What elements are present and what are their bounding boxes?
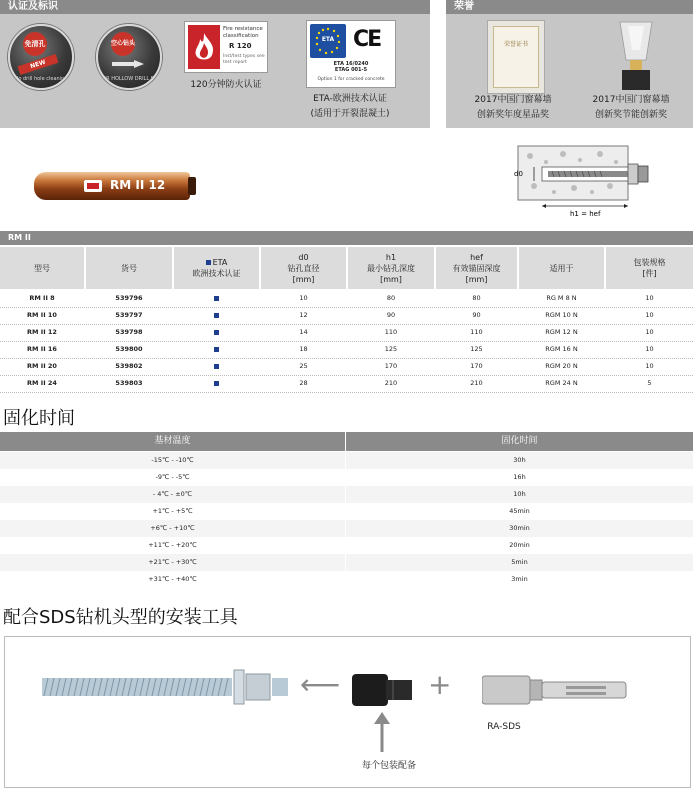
arrow-left-icon: ⟵ <box>300 668 341 701</box>
badge-stamp: 空心钻头 <box>111 32 135 56</box>
rm-header-text: 型号 <box>34 263 50 273</box>
fire-line-1: Fire resistance <box>223 26 263 32</box>
diagram-d0-label: d0 <box>514 170 523 178</box>
badge-ring-text: FOR HOLLOW DRILL BIT <box>99 76 159 82</box>
honor-1-line-1: 2017中国门窗幕墙 <box>474 95 552 105</box>
rm-cell-h1: 80 <box>386 294 396 302</box>
rm-header-text: 最小钻孔深度 <box>367 263 415 273</box>
rm-cell-for: RGM 10 N <box>545 311 578 319</box>
fischer-logo-icon <box>84 180 102 192</box>
table-row <box>0 469 693 486</box>
honor-2-line-2: 创新奖节能创新奖 <box>594 110 667 120</box>
ce-mark-icon: CE <box>353 27 381 52</box>
rm-cell-hef: 80 <box>472 294 481 302</box>
table-row <box>0 503 693 520</box>
trophy-icon <box>616 20 656 92</box>
eta-card <box>306 20 396 88</box>
curing-temp-cell: +31℃ - +40℃ <box>148 575 197 583</box>
rm-header-text: 钻孔直径 <box>287 263 320 273</box>
rm-cell-d0: 25 <box>299 362 308 370</box>
rm-header-cell <box>519 247 604 289</box>
curing-header-time: 固化时间 <box>501 436 538 446</box>
rm-header-cell <box>0 247 84 289</box>
rm-header-text: [件] <box>642 269 657 278</box>
rm-cell-pack: 10 <box>645 362 654 370</box>
rm-cell-eta <box>174 375 259 392</box>
tools-title: 配合SDS钻机头型的安装工具 <box>3 607 238 628</box>
curing-temp-cell: -9℃ - -5℃ <box>155 473 190 481</box>
rm-cell-type: RM II 10 <box>27 311 57 319</box>
rm-cell-for: RGM 16 N <box>545 345 578 353</box>
curing-header-temp: 基材温度 <box>154 436 191 446</box>
rm-header-text: 有效锚固深度 <box>452 263 501 273</box>
curing-temp-cell: -15℃ - -10℃ <box>151 456 194 464</box>
adapter-caption: RA-SDS <box>487 722 521 732</box>
rm-cell-hef: 170 <box>470 362 483 370</box>
curing-time-cell: 20min <box>509 541 530 549</box>
socket-wrench-image <box>352 670 414 710</box>
eta-option: Option 1 for cracked concrete <box>317 77 385 82</box>
rm-cell-eta <box>174 307 259 324</box>
rm-header-cell <box>606 247 693 289</box>
rm-cell-for: RG M 8 N <box>546 294 577 302</box>
eu-flag-icon <box>310 24 346 58</box>
table-row <box>0 341 693 358</box>
rm-header-text: [mm] <box>380 274 402 284</box>
certificate-icon: 荣誉证书 <box>487 20 545 94</box>
rm-cell-pack: 10 <box>645 311 654 319</box>
curing-temp-cell: +21℃ - +30℃ <box>148 558 197 566</box>
rm-cell-code: 539796 <box>115 294 143 302</box>
rm-header-text: [mm] <box>292 274 315 284</box>
rm-cell-hef: 90 <box>472 311 481 319</box>
rm-cell-type: RM II 24 <box>27 379 57 387</box>
rm-cell-d0: 12 <box>299 311 308 319</box>
rm-cell-h1: 170 <box>384 362 398 370</box>
no-drill-hole-cleaning-badge <box>8 24 74 90</box>
rm-header-text: h1 <box>385 252 397 262</box>
curing-time-cell: 10h <box>513 490 526 498</box>
eta-caption-2: (适用于开裂混凝土) <box>310 109 390 119</box>
rm-header-text: 适用于 <box>549 263 574 273</box>
eta-number: ETA 16/0240 <box>333 61 369 67</box>
honor-1-line-2: 创新奖年度星品奖 <box>476 110 549 120</box>
rm-header-text: d0 <box>298 252 309 262</box>
table-row <box>0 520 693 537</box>
rm-cell-type: RM II 12 <box>27 328 57 336</box>
curing-time-cell: 5min <box>511 558 528 566</box>
rm-cell-d0: 14 <box>299 328 308 336</box>
curing-time-cell: 3min <box>511 575 528 583</box>
curing-temp-cell: +6℃ - +10℃ <box>150 524 195 532</box>
threaded-rod-image <box>42 666 290 708</box>
diagram-h-label: h1 = hef <box>570 210 601 218</box>
certification-header: 认证及标识 <box>0 0 430 14</box>
rm-cell-for: RGM 20 N <box>545 362 578 370</box>
rm-cell-eta <box>174 324 259 341</box>
rm-capsule-image <box>34 172 190 200</box>
curing-time-cell: 45min <box>509 507 530 515</box>
rm-cell-eta <box>174 341 259 358</box>
table-row <box>0 452 693 469</box>
ra-sds-adapter-image <box>482 672 630 708</box>
eta-label: ETA <box>321 36 335 43</box>
rm-header-cell <box>436 247 517 289</box>
curing-title: 固化时间 <box>3 408 75 429</box>
table-row <box>0 537 693 554</box>
curing-temp-cell: +11℃ - +20℃ <box>148 541 197 549</box>
rm-cell-for: RGM 12 N <box>545 328 578 336</box>
rm-cell-pack: 10 <box>645 328 654 336</box>
arrow-up-icon <box>372 712 392 754</box>
badge-ring-text: No drill hole cleaning <box>14 76 68 82</box>
rm-cell-code: 539802 <box>115 362 143 370</box>
rm-header-text: ETA <box>212 258 228 267</box>
drill-icon <box>112 58 146 70</box>
table-row <box>0 307 693 324</box>
rm-cell-h1: 90 <box>386 311 396 319</box>
rm-cell-code: 539798 <box>115 328 143 336</box>
eta-marker-icon <box>214 364 219 369</box>
badge-stamp: 免清孔 <box>23 32 47 56</box>
rm-cell-d0: 28 <box>299 379 308 387</box>
rm-header-cell <box>348 247 434 289</box>
rm-cell-h1: 125 <box>384 345 398 353</box>
table-row <box>0 358 693 375</box>
rm-cell-type: RM II 20 <box>27 362 57 370</box>
new-tag: NEW <box>18 54 59 75</box>
rm-cell-code: 539797 <box>115 311 143 319</box>
curing-temp-cell: +1℃ - +5℃ <box>152 507 193 515</box>
rm-cell-hef: 125 <box>470 345 483 353</box>
rm-cell-type: RM II 16 <box>27 345 57 353</box>
row-divider <box>0 392 693 393</box>
table-row <box>0 571 693 588</box>
rm-cell-hef: 110 <box>470 328 483 336</box>
honors-header: 荣誉 <box>446 0 693 14</box>
rm-header-text: hef <box>470 252 483 262</box>
rm-header-cell <box>86 247 172 289</box>
fire-icon <box>188 25 220 69</box>
rm-header-cell <box>174 247 259 289</box>
plus-icon: + <box>428 668 452 701</box>
eta-marker-icon <box>214 381 219 386</box>
rm-cell-eta <box>174 358 259 375</box>
rm-cell-h1: 210 <box>384 379 398 387</box>
rm-cell-pack: 10 <box>645 345 654 353</box>
eta-marker-icon <box>214 330 219 335</box>
rm-cell-code: 539800 <box>115 345 143 353</box>
rm-cell-for: RGM 24 N <box>545 379 578 387</box>
rm-header-text: 欧洲技术认证 <box>192 269 241 278</box>
rm-cell-type: RM II 8 <box>29 294 55 302</box>
fire-small-print: Inst/test types see test report <box>223 54 265 65</box>
rm-table-title: RM II <box>0 231 693 245</box>
curing-table-header <box>0 432 693 451</box>
rm-cell-eta <box>174 290 259 307</box>
fire-resistance-card <box>184 21 268 73</box>
rm-header-cell <box>261 247 346 289</box>
socket-caption: 每个包装配备 <box>361 761 416 771</box>
eta-caption-1: ETA-欧洲技术认证 <box>313 94 387 104</box>
hollow-drill-bit-badge <box>96 24 162 90</box>
rm-cell-pack: 5 <box>647 379 652 387</box>
curing-time-cell: 16h <box>513 473 526 481</box>
rm-header-text: [mm] <box>465 274 488 284</box>
curing-time-cell: 30h <box>513 456 526 464</box>
curing-time-cell: 30min <box>509 524 530 532</box>
rm-cell-h1: 110 <box>384 328 398 336</box>
capsule-label: RM II 12 <box>110 178 166 192</box>
fire-rating: R 120 <box>229 42 252 50</box>
rm-header-text: 货号 <box>121 263 137 273</box>
rm-cell-pack: 10 <box>645 294 654 302</box>
table-row <box>0 554 693 571</box>
honor-2-line-1: 2017中国门窗幕墙 <box>592 95 670 105</box>
rm-header-text: 包装规格 <box>633 258 666 267</box>
table-row <box>0 290 693 307</box>
eta-marker-icon <box>214 296 219 301</box>
rm-cell-d0: 10 <box>299 294 308 302</box>
etag-number: ETAG 001-5 <box>334 67 368 73</box>
table-row <box>0 324 693 341</box>
table-row <box>0 486 693 503</box>
eta-marker-icon <box>206 260 211 265</box>
fire-line-2: classification <box>223 33 259 39</box>
eta-marker-icon <box>214 347 219 352</box>
rm-cell-hef: 210 <box>470 379 483 387</box>
anchor-installation-diagram <box>508 140 678 220</box>
eta-marker-icon <box>214 313 219 318</box>
rm-cell-code: 539803 <box>115 379 143 387</box>
curing-temp-cell: - 4℃ - ±0℃ <box>152 490 193 498</box>
table-row <box>0 375 693 392</box>
fire-caption: 120分钟防火认证 <box>190 80 262 90</box>
rm-table-header <box>0 247 693 289</box>
rm-cell-d0: 18 <box>299 345 308 353</box>
